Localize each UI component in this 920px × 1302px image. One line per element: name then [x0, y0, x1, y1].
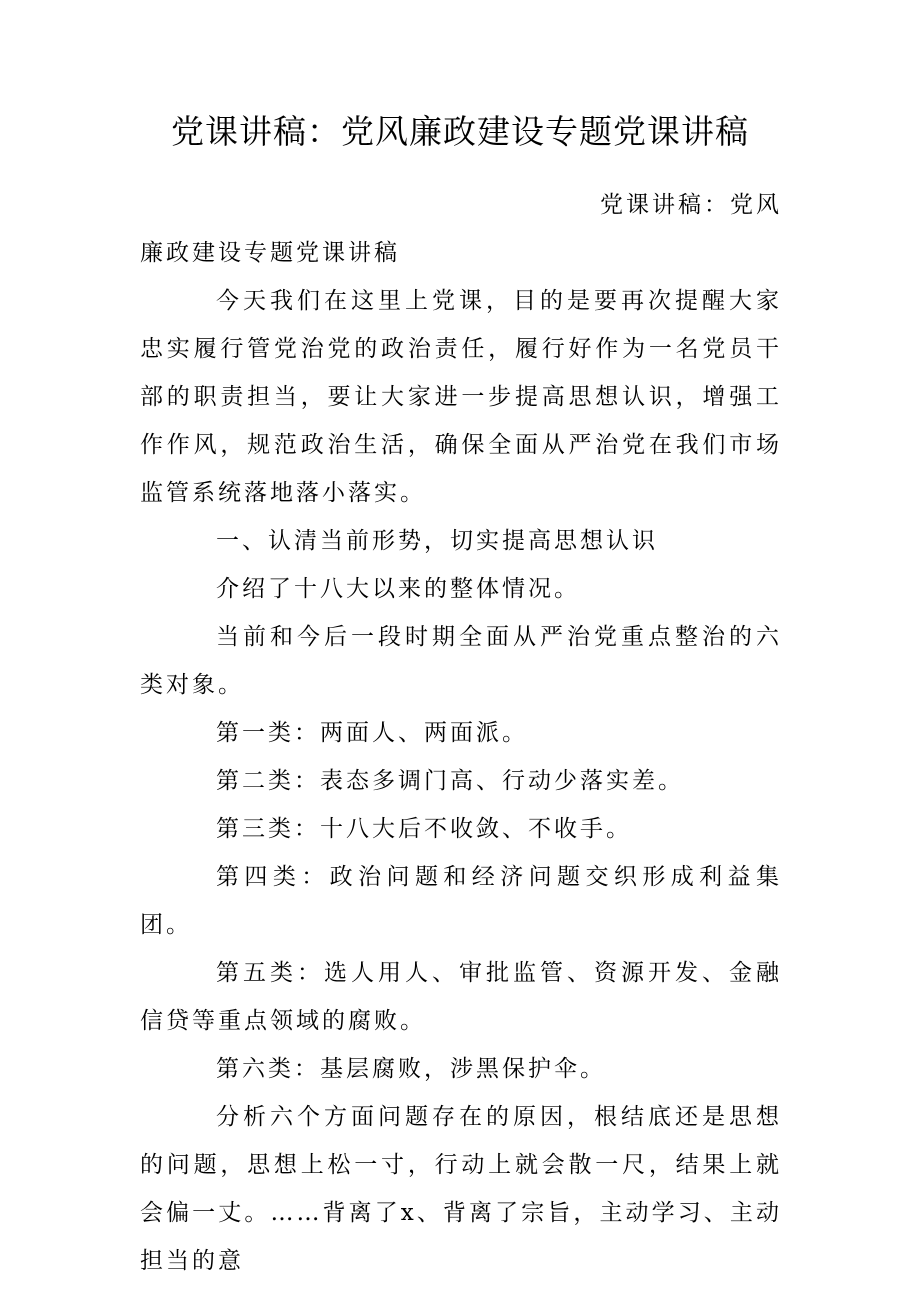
- paragraph-six-categories: 当前和今后一段时期全面从严治党重点整治的六类对象。: [140, 624, 782, 698]
- category-4: 第四类：政治问题和经济问题交织形成利益集团。: [140, 864, 782, 938]
- paragraph-analysis: 分析六个方面问题存在的原因，根结底还是思想的问题，思想上松一寸，行动上就会散一尺，结果上就会偏一丈。……背离了x、背离了宗旨，主动学习、主动担当的意: [140, 1104, 782, 1274]
- document-title: 党课讲稿：党风廉政建设专题党课讲稿: [171, 112, 749, 151]
- paragraph-intro: 今天我们在这里上党课，目的是要再次提醒大家忠实履行管党治党的政治责任，履行好作为一名党员干部的职责担当，要让大家进一步提高思想认识，增强工作作风，规范政治生活，确保全面从严治党在我们市场监管系统落地落小落实。: [140, 288, 782, 506]
- section-heading-1: 一、认清当前形势，切实提高思想认识: [216, 528, 658, 554]
- category-1: 第一类：两面人、两面派。: [216, 720, 528, 746]
- category-5: 第五类：选人用人、审批监管、资源开发、金融信贷等重点领域的腐败。: [140, 960, 782, 1034]
- paragraph-overview: 介绍了十八大以来的整体情况。: [216, 576, 580, 602]
- category-3: 第三类：十八大后不收敛、不收手。: [216, 816, 632, 842]
- category-2: 第二类：表态多调门高、行动少落实差。: [216, 768, 684, 794]
- subtitle-line-2: 廉政建设专题党课讲稿: [140, 240, 400, 266]
- document-body: [140, 181, 782, 1285]
- category-6: 第六类：基层腐败，涉黑保护伞。: [216, 1056, 606, 1082]
- subtitle-line-1: 党课讲稿：党风: [600, 192, 782, 218]
